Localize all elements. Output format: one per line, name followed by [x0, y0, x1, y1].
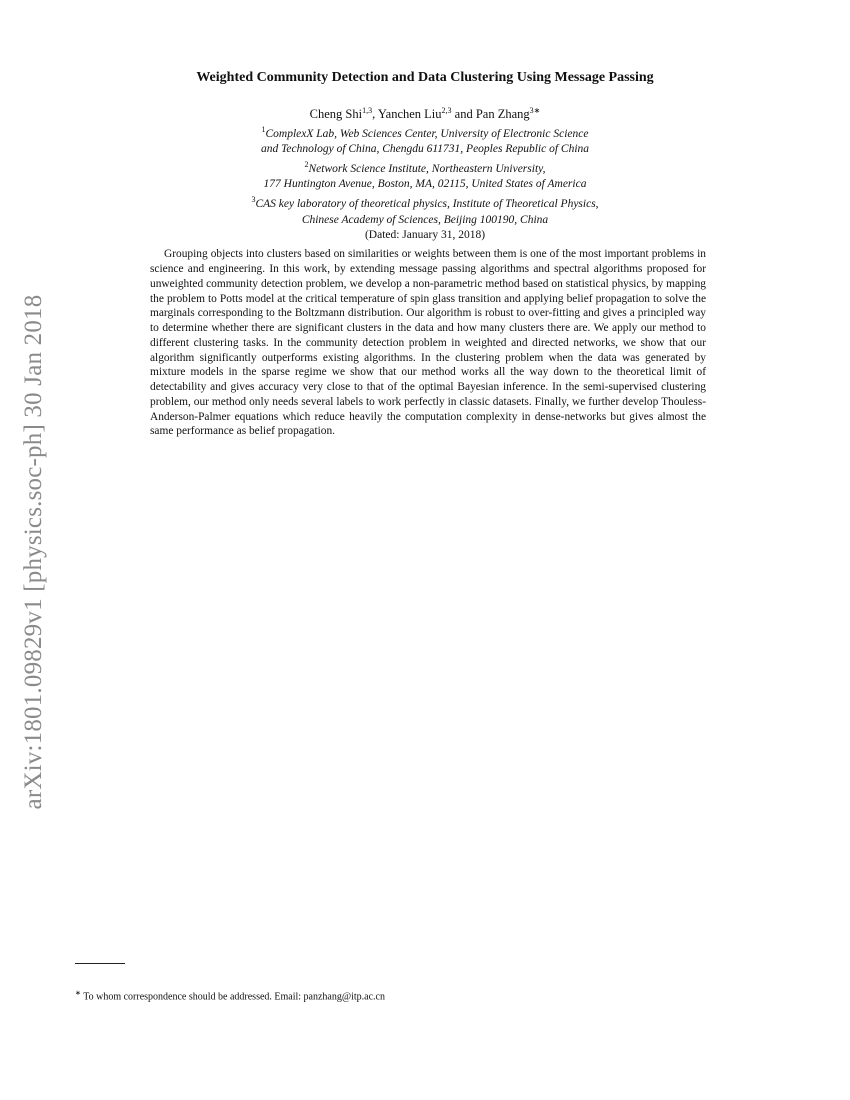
affiliation-line: [0, 177, 850, 192]
dated-line: (Dated: January 31, 2018): [364, 228, 486, 241]
author-separator: and: [451, 107, 476, 122]
affiliation-text: ComplexX Lab, Web Sciences Center, University of Electronic Science: [265, 127, 589, 140]
footnote-text: To whom correspondence should be addressed. Email: panzhang@itp.ac.cn: [83, 991, 385, 1003]
affiliation-sup: 1: [261, 125, 266, 134]
author-list: [0, 106, 850, 122]
affiliations: [0, 122, 850, 243]
affiliation-sup: 3: [251, 195, 256, 205]
affiliation-text: Network Science Institute, Northeastern University,: [308, 163, 546, 176]
author-name: Pan Zhang: [475, 107, 530, 122]
affiliation-line: [0, 122, 850, 142]
footnote: [75, 989, 385, 1002]
affiliation-sup: 2: [304, 160, 309, 170]
affiliation-text: CAS key laboratory of theoretical physics, Institute of Theoretical Physics,: [255, 198, 599, 211]
affiliation-line: [0, 192, 850, 212]
affiliation-text: 177 Huntington Avenue, Boston, MA, 02115, United States of America: [263, 178, 587, 191]
affiliation-text: and Technology of China, Chengdu 611731, Peoples Republic of China: [260, 143, 590, 156]
affiliation-text: Chinese Academy of Sciences, Beijing 100190, China: [301, 213, 549, 226]
arxiv-stamp-text: arXiv:1801.09829v1 [physics.soc-ph] 30 Jan 2018: [20, 294, 47, 810]
arxiv-stamp: [18, 262, 50, 842]
author-affil-sup: 3∗: [529, 106, 541, 115]
author-name: Cheng Shi: [309, 107, 363, 122]
affiliation-line: [0, 142, 850, 157]
paper-title: Weighted Community Detection and Data Clustering Using Message Passing: [196, 70, 654, 85]
affiliation-line: [0, 157, 850, 177]
footnote-divider: [75, 963, 125, 964]
author-separator: ,: [372, 107, 378, 122]
abstract: Grouping objects into clusters based on similarities or weights between them is one of the most important problems in science and engineering. In this work, by extending message passing algorithms and spectral algorithms proposed for unweighted community detection problem, we develop a non-parametric method based on statistical physics, by mapping the problem to Potts model at the critical temperature of spin glass transition and applying belief propagation to solve the marginals corresponding to the Boltzmann distribution. Our algorithm is robust to over-fitting and gives a principled way to determine whether there are significant clusters in the data and how many clusters there are. We apply our method to different clustering tasks. In the community detection problem in weighted and directed networks, we show that our algorithm significantly outperforms existing algorithms. In the clustering problem when the data was generated by mixture models in the sparse regime we show that our method works all the way down to the theoretical limit of detectability and gives accuracy very close to that of the optimal Bayesian inference. In the semi-supervised clustering problem, our method only needs several labels to work perfectly in classic datasets. Finally, we further develop Thouless-Anderson-Palmer equations which reduce heavily the computation complexity in dense-networks but gives almost the same performance as belief propagation.: [150, 248, 706, 438]
author-affil-sup: 1,3: [362, 106, 373, 115]
author-affil-sup: 2,3: [441, 106, 452, 115]
author-name: Yanchen Liu: [377, 107, 442, 122]
footnote-mark: ∗: [75, 989, 81, 997]
affiliation-line: [0, 213, 850, 228]
